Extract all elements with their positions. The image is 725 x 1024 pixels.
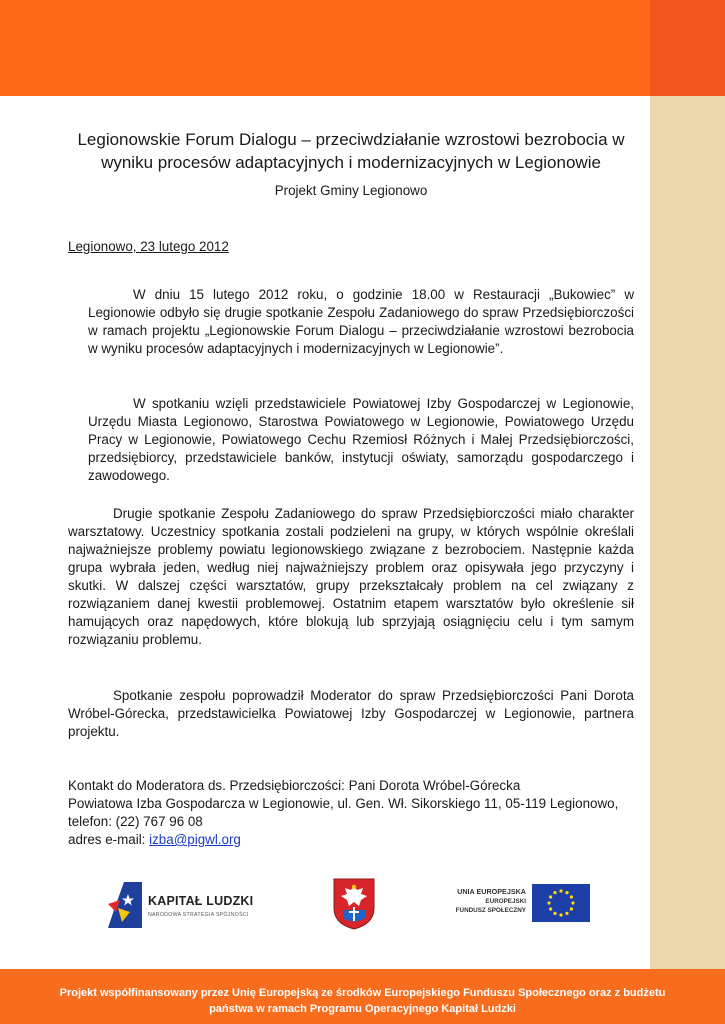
eu-line-1: UNIA EUROPEJSKA xyxy=(457,887,526,896)
kapital-ludzki-icon xyxy=(108,882,142,928)
header-corner xyxy=(650,0,725,96)
contact-line-2: Powiatowa Izba Gospodarcza w Legionowie, ul. Gen. Wł. Sikorskiego 11, 05-119 Legionowo, xyxy=(68,796,619,811)
coat-of-arms-icon xyxy=(333,878,375,930)
paragraph-4: Spotkanie zespołu poprowadził Moderator do spraw Przedsiębiorczości Pani Dorota Wróbel-Górecka, przedstawicielka Powiatowej Izby Gospodarczej w Legionowie, partnera projektu. xyxy=(68,688,634,739)
kapital-ludzki-logo xyxy=(108,882,268,930)
footer-band xyxy=(0,969,725,1024)
eu-line-3: FUNDUSZ SPOŁECZNY xyxy=(455,907,526,914)
document-subtitle: Projekt Gminy Legionowo xyxy=(274,183,428,198)
eu-line-2: EUROPEJSKI xyxy=(485,898,526,905)
dateline: Legionowo, 23 lutego 2012 xyxy=(68,239,229,254)
email-label: adres e-mail: xyxy=(68,832,150,847)
document-body xyxy=(68,128,634,849)
footer-line-1: Projekt współfinansowany przez Unię Europejską ze środków Europejskiego Funduszu Społecznego oraz z budżetu xyxy=(59,987,666,999)
title-line-2: wyniku procesów adaptacyjnych i modernizacyjnych w Legionowie xyxy=(101,153,601,172)
contact-line-1: Kontakt do Moderatora ds. Przedsiębiorczości: Pani Dorota Wróbel-Górecka xyxy=(68,778,521,793)
contact-phone: telefon: (22) 767 96 08 xyxy=(68,814,203,829)
email-link[interactable]: izba@pigwl.org xyxy=(149,832,241,847)
contact-block xyxy=(68,777,634,849)
header-band xyxy=(0,0,650,96)
logos-row xyxy=(0,876,650,936)
title-line-1: Legionowskie Forum Dialogu – przeciwdziałanie wzrostowi bezrobocia w xyxy=(77,130,625,149)
paragraph-1: W dniu 15 lutego 2012 roku, o godzinie 18.00 w Restauracji „Bukowiec” w Legionowie odbyło się drugie spotkanie Zespołu Zadaniowego do spraw Przedsiębiorczości w ramach projektu „Legionowskie Forum Dialogu – przeciwdziałanie wzrostowi bezrobocia w wyniku procesów adaptacyjnych i modernizacyjnych w Legionowie”. xyxy=(88,287,634,356)
kapital-ludzki-subtitle: NARODOWA STRATEGIA SPÓJNOŚCI xyxy=(148,912,249,918)
document-title xyxy=(68,128,634,174)
kapital-ludzki-title: KAPITAŁ LUDZKI xyxy=(148,894,254,908)
side-strip xyxy=(650,96,725,969)
eu-logo xyxy=(440,884,592,924)
footer-line-2: państwa w ramach Programu Operacyjnego Kapitał Ludzki xyxy=(209,1003,516,1015)
eu-flag-icon xyxy=(532,884,590,922)
paragraph-3: Drugie spotkanie Zespołu Zadaniowego do spraw Przedsiębiorczości miało charakter warsztatowy. Uczestnicy spotkania zostali podzieleni na grupy, w których wspólnie określali najważniejsze problemy powiatu legionowskiego związane z bezrobociem. Następnie każda grupa wybrała jeden, według niej najważniejszy problem oraz opisywała jego przyczyny i skutki. W dalszej części warsztatów, grupy przekształcały problem na cel związany z rozwiązaniem danej kwestii problemowej. Ostatnim etapem warsztatów było określenie sił hamujących oraz napędowych, które blokują lub sprzyjają osiągnięciu celu i tym samym rozwiązaniu problemu. xyxy=(68,506,634,647)
paragraph-2: W spotkaniu wzięli przedstawiciele Powiatowej Izby Gospodarczej w Legionowie, Urzędu Miasta Legionowo, Starostwa Powiatowego w Legionowie, Powiatowego Urzędu Pracy w Legionowie, Powiatowego Cechu Rzemiosł Różnych i Małej Przedsiębiorczości, przedsiębiorcy, przedstawiciele banków, instytucji oświaty, samorządu gospodarczego i zawodowego. xyxy=(88,396,634,483)
contact-email-line xyxy=(68,831,634,849)
eu-text xyxy=(440,886,526,915)
